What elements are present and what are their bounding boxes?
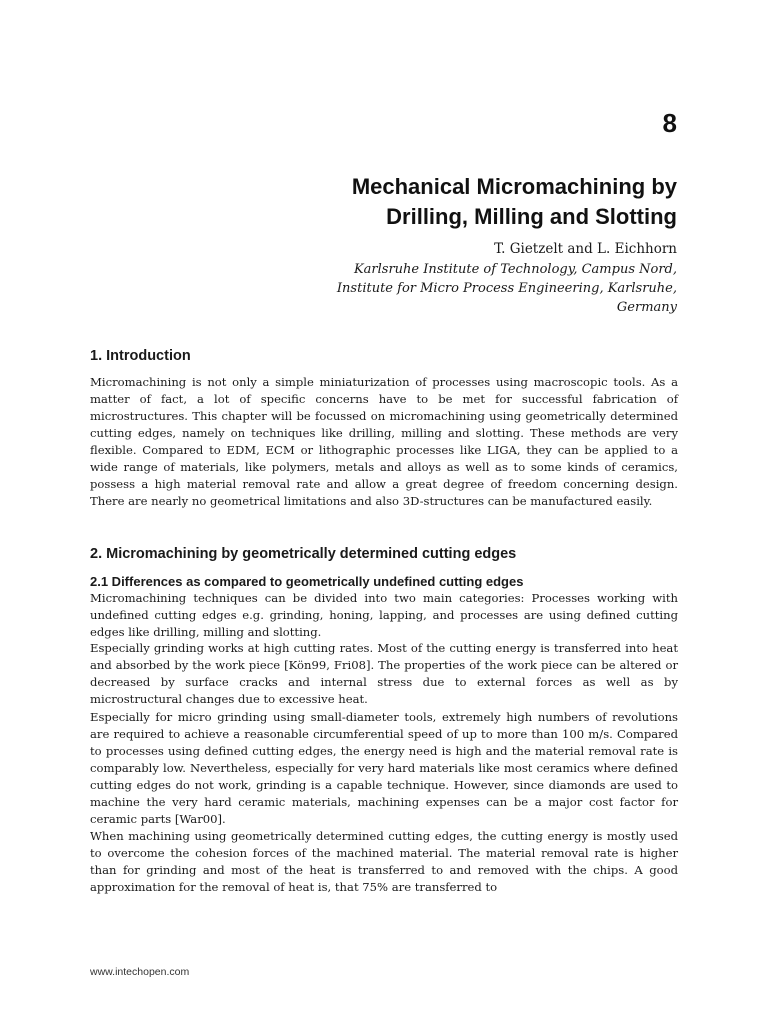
author-names: T. Gietzelt and L. Eichhorn <box>494 241 677 257</box>
affiliation-line-2: Institute for Micro Process Engineering, Karlsruhe, <box>336 281 677 296</box>
chapter-title-line-2: Drilling, Milling and Slotting <box>386 204 677 229</box>
footer-url: www.intechopen.com <box>90 966 190 978</box>
chapter-number: 8 <box>662 108 677 138</box>
chapter-title-line-1: Mechanical Micromachining by <box>351 174 677 199</box>
paragraph-defined-cutting-edges: When machining using geometrically determined cutting edges, the cutting energy is mostly used to overcome the cohesion forces of the machined material. The material removal rate is higher than for grinding and most of the heat is transferred to and removed with the chips. A good approximation for the removal of heat is, that 75% are transferred to <box>90 829 678 894</box>
affiliation-line-1: Karlsruhe Institute of Technology, Campus Nord, <box>353 262 677 277</box>
paragraph-categories: Micromachining techniques can be divided into two main categories: Processes working with undefined cutting edges e.g. grinding, honing, lapping, and processes are using defined cutting edges like drilling, milling and slotting. <box>90 591 678 639</box>
chapter-title <box>217 172 677 232</box>
paragraph-grinding: Especially grinding works at high cutting rates. Most of the cutting energy is transferred into heat and absorbed by the work piece [Kön99, Fri08]. The properties of the work piece can be altered or decreased by surface cracks and internal stress due to external forces as well as by microstructural changes due to excessive heat. <box>90 641 678 706</box>
author-block <box>257 240 677 317</box>
subsection-heading-differences: 2.1 Differences as compared to geometrically undefined cutting edges <box>90 574 524 589</box>
section-heading-introduction: 1. Introduction <box>90 348 191 364</box>
affiliation-line-3: Germany <box>616 300 677 315</box>
paragraph-introduction: Micromachining is not only a simple miniaturization of processes using macroscopic tools. As a matter of fact, a lot of specific concerns have to be met for successful fabrication of microstructures. This chapter will be focussed on micromachining using geometrically determined cutting edges, namely on techniques like drilling, milling and slotting. These methods are very flexible. Compared to EDM, ECM or lithographic processes like LIGA, they can be applied to a wide range of materials, like polymers, metals and alloys as well as to some kinds of ceramics, possess a high material removal rate and allow a great degree of freedom concerning design. There are nearly no geometrical limitations and also 3D-structures can be manufactured easily. <box>90 375 678 508</box>
section-heading-micromachining: 2. Micromachining by geometrically determined cutting edges <box>90 546 517 562</box>
paragraph-micro-grinding: Especially for micro grinding using small-diameter tools, extremely high numbers of revolutions are required to achieve a reasonable circumferential speed of up to more than 100 m/s. Compared to processes using defined cutting edges, the energy need is high and the material removal rate is comparably low. Nevertheless, especially for very hard materials like most ceramics where defined cutting edges do not work, grinding is a capable technique. However, since diamonds are used to machine the very hard ceramic materials, machining expenses can be a major cost factor for ceramic parts [War00]. <box>90 710 678 826</box>
